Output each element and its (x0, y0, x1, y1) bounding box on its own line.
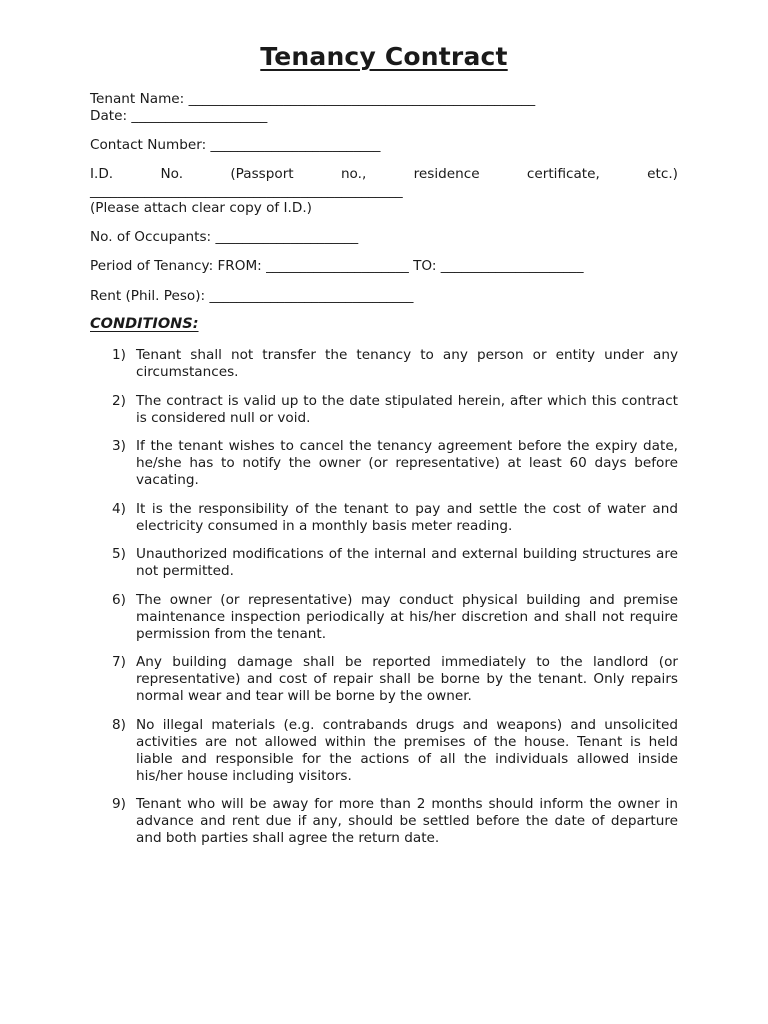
document-title: Tenancy Contract (260, 42, 508, 71)
condition-number: 2) (112, 392, 126, 409)
condition-number: 4) (112, 500, 126, 517)
tenant-name-field: Tenant Name: ___________________________________________________ (90, 91, 536, 107)
id-word: etc.) (647, 166, 678, 182)
id-word: (Passport (230, 166, 294, 182)
condition-item (90, 438, 678, 489)
id-attach-note: (Please attach clear copy of I.D.) (90, 200, 312, 216)
condition-item (90, 347, 678, 381)
condition-text: The owner (or representative) may conduct physical building and premise maintenance inspection periodically at his/her discretion and shall not require permission from the tenant. (136, 591, 678, 642)
condition-item (90, 796, 678, 847)
rent-field: Rent (Phil. Peso): ______________________________ (90, 288, 414, 304)
id-number-blank: ______________________________________________ (90, 183, 403, 199)
conditions-list (90, 347, 678, 859)
condition-number: 3) (112, 438, 126, 455)
condition-number: 9) (112, 796, 126, 813)
id-word: I.D. (90, 166, 114, 182)
condition-item (90, 717, 678, 785)
condition-number: 1) (112, 347, 126, 363)
condition-text: No illegal materials (e.g. contrabands drugs and weapons) and unsolicited activities are not allowed within the premises of the house. Tenant is held liable and responsible for the actions of all the individuals allowed inside his/her house including visitors. (136, 716, 678, 784)
condition-item (90, 393, 678, 427)
condition-number: 6) (112, 591, 126, 608)
conditions-heading: CONDITIONS: (90, 316, 199, 332)
condition-text: Unauthorized modifications of the internal and external building structures are not permitted. (136, 546, 678, 580)
tenancy-period-field: Period of Tenancy: FROM: _____________________ TO: _____________________ (90, 258, 584, 274)
condition-number: 7) (112, 654, 126, 671)
condition-number: 5) (112, 546, 126, 563)
condition-text: It is the responsibility of the tenant to pay and settle the cost of water and electricity consumed in a monthly basis meter reading. (136, 500, 678, 534)
id-word: No. (160, 166, 184, 182)
condition-number: 8) (112, 716, 126, 733)
condition-item (90, 592, 678, 643)
id-word: residence (413, 166, 480, 182)
id-number-label (90, 166, 678, 183)
condition-text: The contract is valid up to the date stipulated herein, after which this contract is considered null or void. (136, 392, 678, 426)
id-word: certificate, (526, 166, 600, 182)
id-word: no., (340, 166, 367, 182)
condition-text: Any building damage shall be reported immediately to the landlord (or representative) and cost of repair shall be borne by the tenant. Only repairs normal wear and tear will be borne by the owner. (136, 654, 678, 705)
condition-text: If the tenant wishes to cancel the tenancy agreement before the expiry date, he/she has to notify the owner (or representative) at least 60 days before vacating. (136, 438, 678, 489)
date-field: Date: ____________________ (90, 108, 268, 124)
condition-item (90, 546, 678, 580)
condition-item (90, 501, 678, 535)
condition-text: Tenant who will be away for more than 2 months should inform the owner in advance and rent due if any, should be settled before the date of departure and both parties shall agree the return date. (136, 796, 678, 847)
condition-text: Tenant shall not transfer the tenancy to any person or entity under any circumstances. (136, 347, 678, 380)
condition-item (90, 654, 678, 705)
occupants-field: No. of Occupants: _____________________ (90, 229, 359, 245)
contact-number-field: Contact Number: _________________________ (90, 137, 381, 153)
